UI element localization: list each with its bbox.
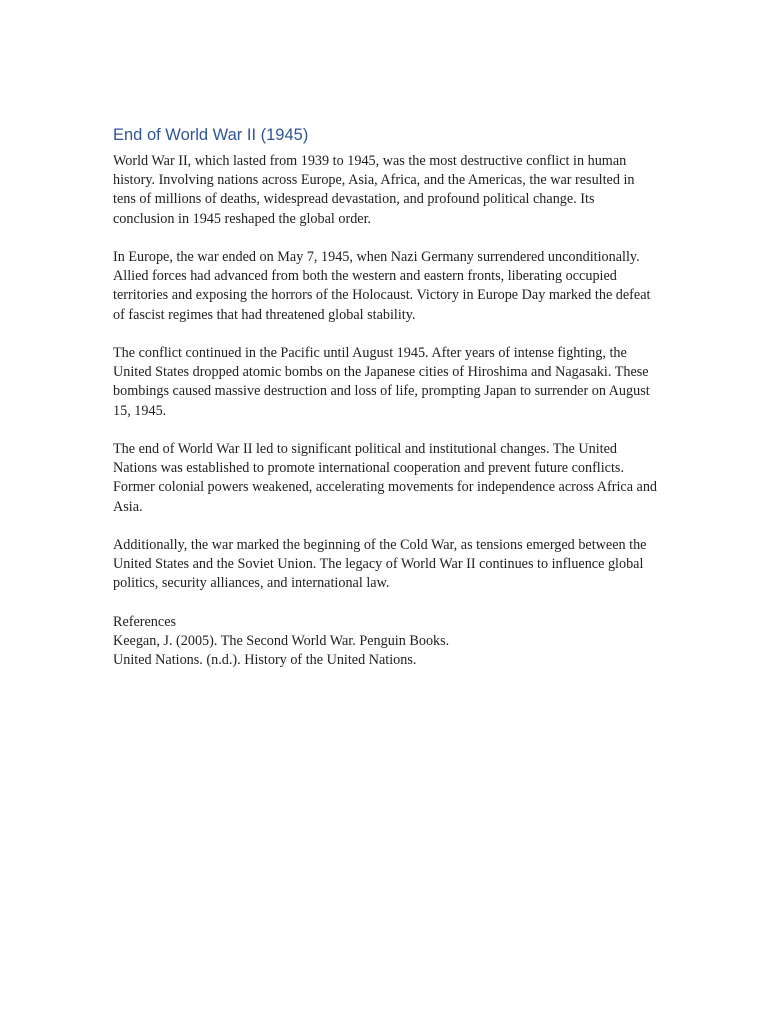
- paragraph-aftermath: The end of World War II led to significant political and institutional changes. The United Nations was established to promote international cooperation and prevent future conflicts. Former colonial powers weakened, accelerating movements for independence across Africa and Asia.: [113, 441, 658, 515]
- reference-item: United Nations. (n.d.). History of the United Nations.: [113, 652, 417, 669]
- paragraph-pacific: The conflict continued in the Pacific until August 1945. After years of intense fighting, the United States dropped atomic bombs on the Japanese cities of Hiroshima and Nagasaki. These bombings caused massive destruction and loss of life, prompting Japan to surrender on August 15, 1945.: [113, 345, 650, 419]
- document-body: [113, 122, 658, 670]
- document-title: End of World War II (1945): [113, 126, 309, 144]
- paragraph-europe: In Europe, the war ended on May 7, 1945, when Nazi Germany surrendered unconditionally. Allied forces had advanced from both the western and eastern fronts, liberating occupied territories and exposing the horrors of the Holocaust. Victory in Europe Day marked the defeat of fascist regimes that had threatened global stability.: [113, 249, 651, 323]
- reference-item: Keegan, J. (2005). The Second World War. Penguin Books.: [113, 633, 450, 649]
- references-section: [113, 613, 658, 671]
- paragraph-cold-war: Additionally, the war marked the beginning of the Cold War, as tensions emerged between the United States and the Soviet Union. The legacy of World War II continues to influence global politics, security alliances, and international law.: [113, 537, 647, 592]
- paragraph-intro: World War II, which lasted from 1939 to 1945, was the most destructive conflict in human history. Involving nations across Europe, Asia, Africa, and the Americas, the war resulted in tens of millions of deaths, widespread devastation, and profound political change. Its conclusion in 1945 reshaped the global order.: [113, 153, 635, 227]
- references-heading: References: [113, 613, 177, 630]
